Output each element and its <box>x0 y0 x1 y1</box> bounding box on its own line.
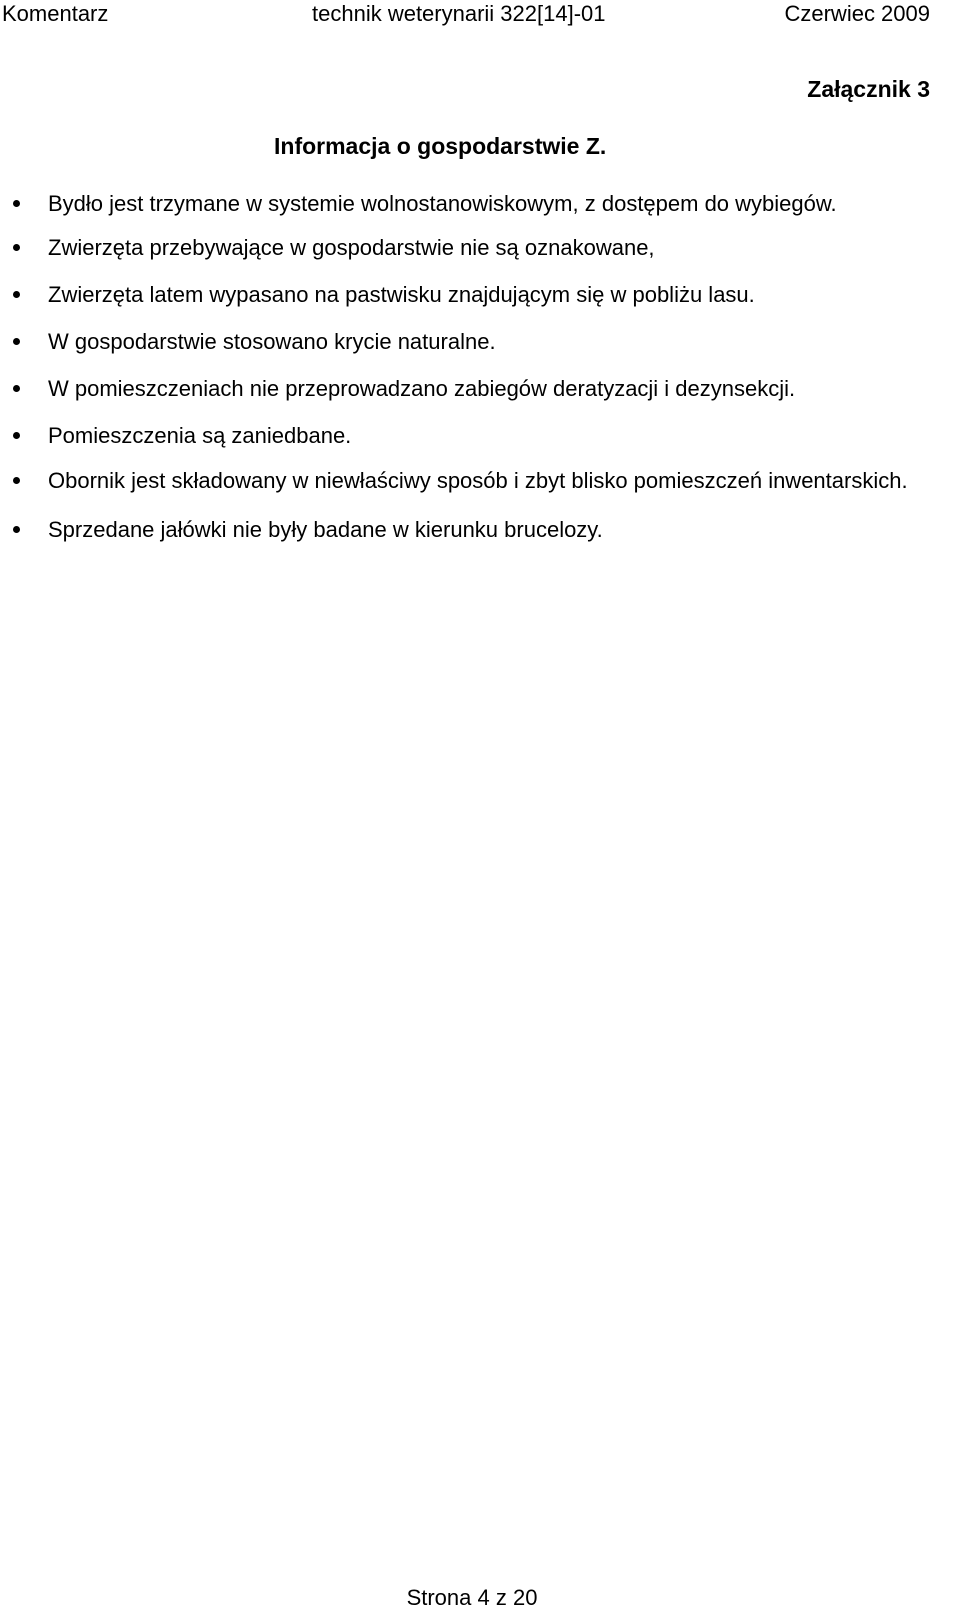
list-item <box>0 325 950 358</box>
bullet-icon <box>13 526 20 533</box>
list-item <box>0 278 950 311</box>
list-item-text: W gospodarstwie stosowano krycie naturalne. <box>48 329 496 354</box>
bullet-icon <box>13 244 20 251</box>
list-item <box>0 231 950 264</box>
list-item-text: W pomieszczeniach nie przeprowadzano zabiegów deratyzacji i dezynsekcji. <box>48 376 796 401</box>
list-item-text: Sprzedane jałówki nie były badane w kierunku brucelozy. <box>48 517 603 542</box>
document-title: Informacja o gospodarstwie Z. <box>274 133 607 159</box>
bullet-icon <box>13 432 20 439</box>
list-item <box>0 372 950 405</box>
bullet-icon <box>13 200 20 207</box>
list-item-text: Bydło jest trzymane w systemie wolnostanowiskowym, z dostępem do wybiegów. <box>48 191 837 216</box>
list-item <box>0 419 950 452</box>
bullet-icon <box>13 291 20 298</box>
list-item-text: Zwierzęta przebywające w gospodarstwie nie są oznakowane, <box>48 235 655 260</box>
header-center-text: technik weterynarii 322[14]-01 <box>312 1 606 26</box>
header-left-text: Komentarz <box>2 1 109 26</box>
bullet-list <box>0 187 950 560</box>
bullet-icon <box>13 385 20 392</box>
page-header <box>0 0 960 30</box>
bullet-icon <box>13 338 20 345</box>
list-item <box>0 513 950 546</box>
list-item <box>0 466 950 495</box>
attachment-label: Załącznik 3 <box>807 76 930 102</box>
page-footer <box>0 1585 960 1611</box>
list-item-text: Obornik jest składowany w niewłaściwy sposób i zbyt blisko pomieszczeń inwentarskich. <box>48 468 908 493</box>
header-right-text: Czerwiec 2009 <box>784 1 930 26</box>
list-item-text: Zwierzęta latem wypasano na pastwisku znajdującym się w pobliżu lasu. <box>48 282 755 307</box>
bullet-icon <box>13 477 20 484</box>
list-item-text: Pomieszczenia są zaniedbane. <box>48 423 352 448</box>
page-number: Strona 4 z 20 <box>406 1585 538 1610</box>
list-item <box>0 181 950 227</box>
